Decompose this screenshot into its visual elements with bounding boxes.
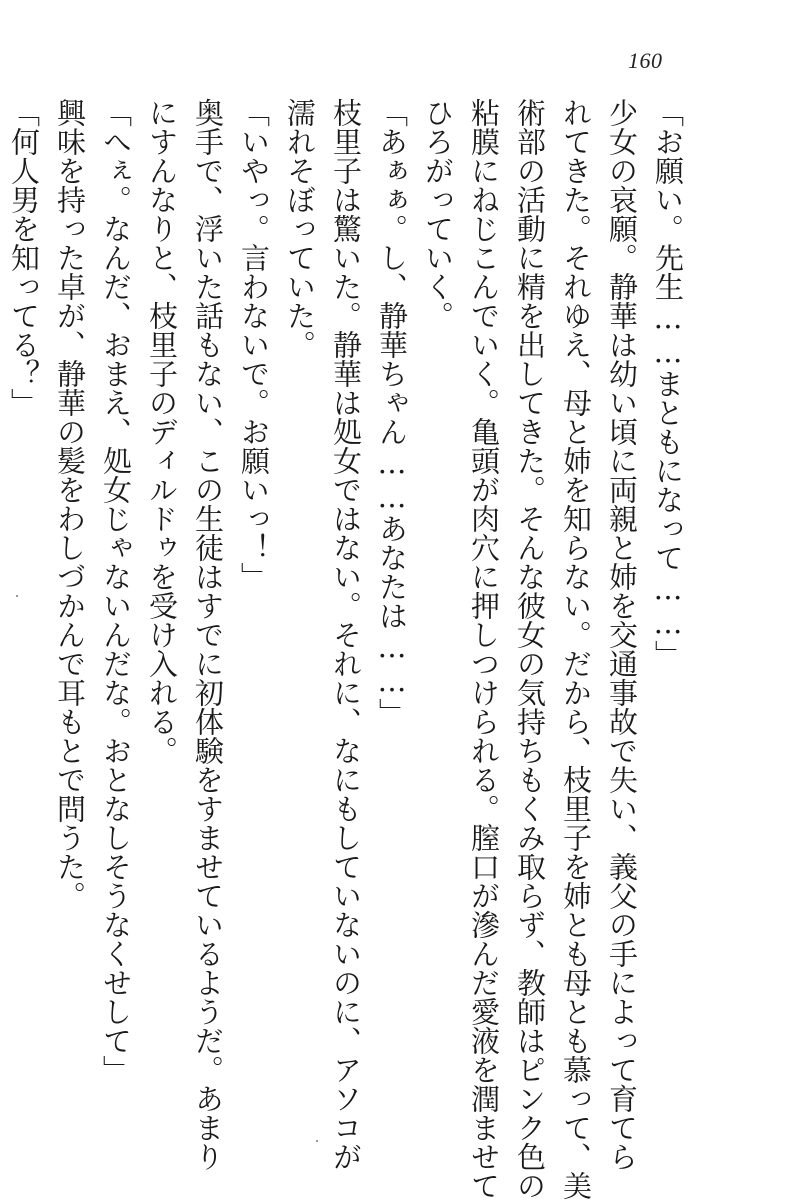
text-line: [0, 98, 1, 1098]
text-line: 粘膜にねじこんでいく。亀頭が肉穴に押しつけられる。膣口が滲んだ愛液を潤ませて: [467, 98, 501, 1200]
text-line: 「お願い。先生……まともになって……」: [651, 98, 685, 669]
text-line: にすんなりと、枝里子のディルドゥを受け入れる。: [145, 98, 179, 765]
text-line: 奥手で、浮いた話もない、この生徒はすでに初体験をすませているようだ。あまり: [191, 98, 225, 1171]
text-line: 「何人男を知ってる？」: [7, 98, 41, 417]
scan-speck: [316, 1140, 318, 1142]
page-number: 160: [628, 48, 663, 73]
novel-text-body: [0, 98, 691, 1200]
text-line: 「へぇ。なんだ、おまえ、処女じゃないんだな。おとなしそうなくせして」: [99, 98, 133, 1084]
text-line: 少女の哀願。静華は幼い頃に両親と姉を交通事故で失い、義父の手によって育てら: [605, 98, 639, 1171]
scan-speck: [16, 595, 18, 597]
text-line: 枝里子は驚いた。静華は処女ではない。それに、なにもしていないのに、アソコが: [329, 98, 363, 1171]
text-line: 「あぁぁ。し、静華ちゃん……あなたは……」: [375, 98, 409, 727]
text-line: ひろがっていく。: [421, 98, 455, 330]
text-line: 術部の活動に精を出してきた。そんな彼女の気持ちもくみ取らず、教師はピンク色の: [513, 98, 547, 1200]
text-line: 濡れそぼっていた。: [283, 98, 317, 359]
text-line: 興味を持った卓が、静華の髪をわしづかんで耳もとで問うた。: [53, 98, 87, 910]
text-line: 「いやっ。言わないで。お願いっ！」: [237, 98, 271, 591]
text-line: れてきた。それゆえ、母と姉を知らない。だから、枝里子を姉とも母とも慕って、美: [559, 98, 593, 1200]
